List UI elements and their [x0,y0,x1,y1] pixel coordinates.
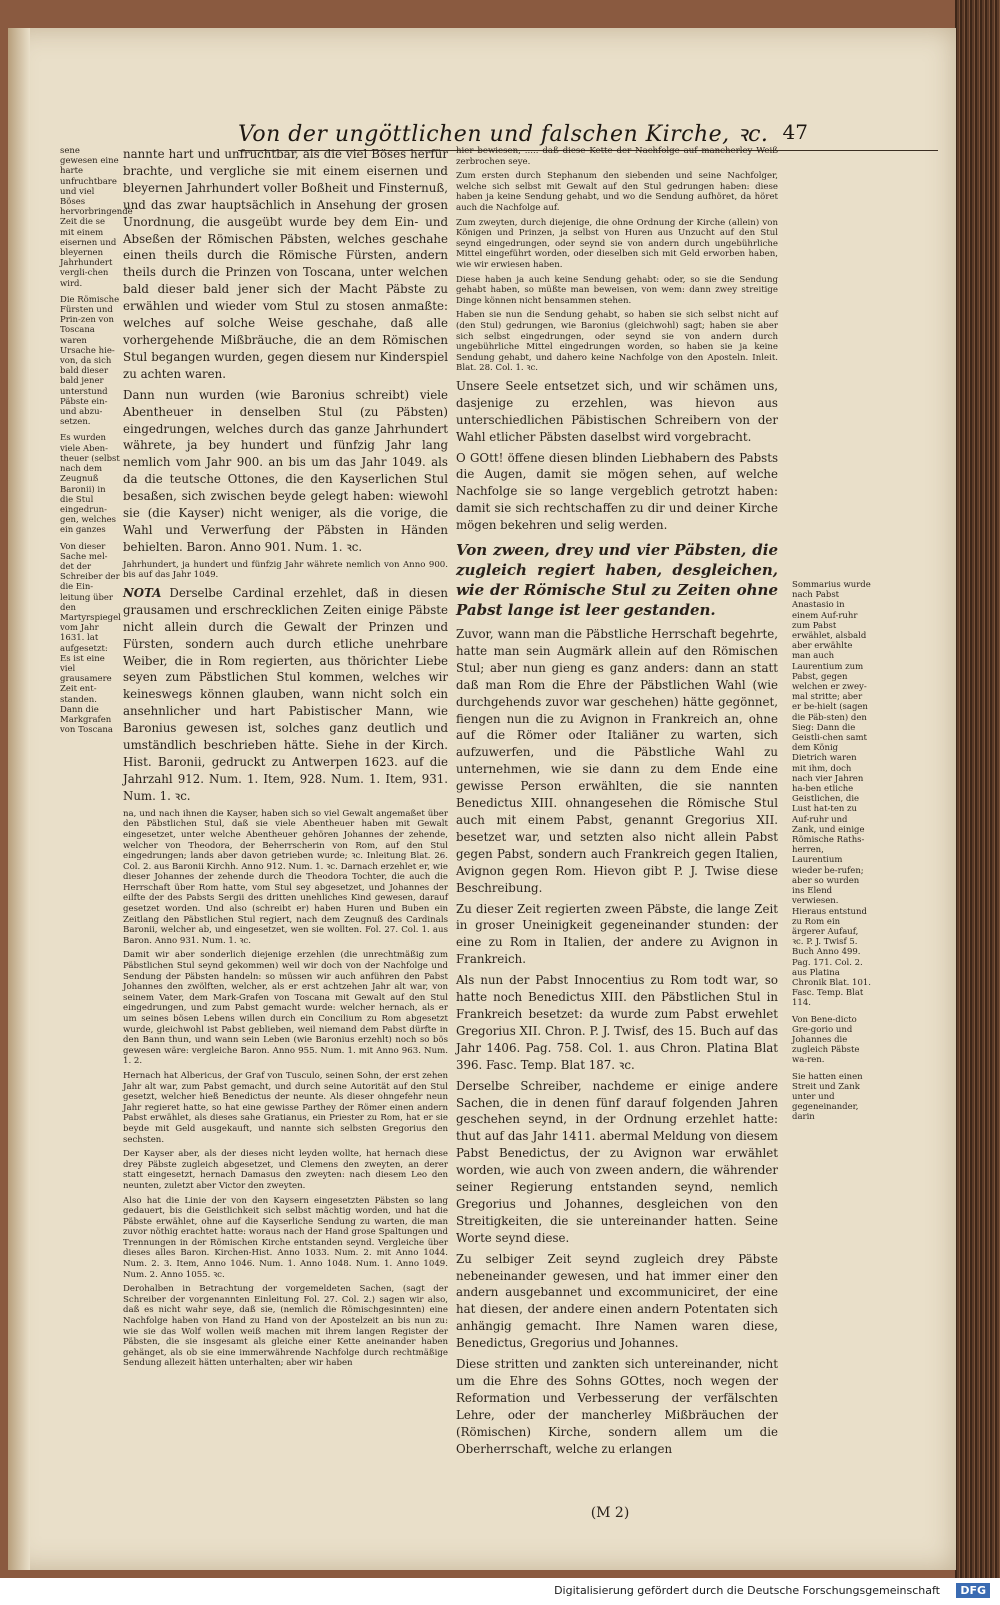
footnote: Also hat die Linie der von den Kaysern eingesetzten Päbsten so lang gedauert, bis die Geistlichkeit sich selbst mächtig worden, und hat die Päbste erwählet, ohne auf die Kayserliche Sendung zu warten, die man zuvor nöthig erachtet hatte: woraus nach der Hand grose Spaltungen und Trennungen in der Römischen Kirche entstanden seynd. Vergleiche über dieses alles Baron. Kirchen-Hist. Anno 1033. Num. 2. mit Anno 1044. Num. 2. 3. Item, Anno 1046. Num. 1. Anno 1048. Num. 1. Anno 1049. Num. 2. Anno 1055. ꝛc. [123,1195,448,1280]
signature-mark: (M 2) [590,1505,630,1521]
footnote: Hernach hat Albericus, der Graf von Tusculo, seinen Sohn, der erst zehen Jahr alt war, zum Pabst gemacht, und durch seine Autorität auf den Stul gesetzt, welcher hieß Benedictus der neunte. Als dieser ohngefehr neun Jahr regieret hatte, so hat eine gewisse Parthey der Römer einen andern Pabst erwählet, als dieses sahe Gratianus, ein Priester zu Rom, hat er sie beyde mit Geld ausgekauft, und nannte sich selbsten Gregorius den sechsten. [123,1070,448,1145]
footnote: Der Kayser aber, als der dieses nicht leyden wollte, hat hernach diese drey Päbste zugleich abgesetzet, und Clemens den zweyten, an derer statt eingesetzt, hernach Damasus den zweyten: nach diesem Leo den neunten, zuletzt aber Victor den zweyten. [123,1149,448,1191]
page-binding [8,28,30,1570]
footnote: hier bewiesen, ..... daß diese Kette der Nachfolge auf mancherley Weiß zerbrochen seye. [456,146,778,167]
footnote: Diese haben ja auch keine Sendung gehabt: oder, so sie die Sendung gehabt haben, so müßte man beweisen, von wem: dann zwey streitige Dinge können nicht bensammen stehen. [456,274,778,306]
margin-note: sene gewesen eine harte unfruchtbare und viel Böses hervorbringende Zeit die se mit einem eisernen und bleyernen Jahrhundert vergli-chen wird. [60,146,133,289]
footnote: Zum ersten durch Stephanum den siebenden und seine Nachfolger, welche sich selbst mit Gewalt auf den Stul gedrungen haben: diese haben ja keine Sendung gehabt, und wo die Sendung aufhöret, da höret auch die Nachfolge auf. [456,171,778,213]
paragraph: Zuvor, wann man die Päbstliche Herrschaft begehrte, hatte man sein Augmärk allein auf den Römischen Stul; aber nun gieng es ganz anders: dann an statt daß man Rom die Ehre der Päbstlichen Wahl (wie durchgehends zuvor war geschehen) hätte gegönnet, fiengen nun die zu Avignon in Frankreich an, ohne auf die Römer oder Italiäner zu warten, sich aufzuwerfen, und die Päbstliche Wahl zu unternehmen, wie sie dann zu dem Ende eine gewisse Person erwählten, die sie nannten Benedictus XIII. ohnangesehen die Römische Stul auch mit einem Pabst, genannt Gregorius XII. besetzet war, und setzten also nicht allein Pabst gegen Pabst, sondern auch Frankreich gegen Italien, Avignon gegen Rom. Hievon gibt P. J. Twise diese Beschreibung. [456,627,778,895]
left-margin-notes [60,146,133,741]
dfg-logo: DFG [956,1583,990,1598]
margin-note: Von dieser Sache mel-det der Schreiber der die Ein-leitung über den Martyrspiegel vom Jahr 1631. lat aufgesetzt: Es ist eine viel grausamere Zeit ent-standen. Dann die Markgrafen von Toscana [60,541,121,736]
book-page-edges [955,0,1000,1605]
footnote: Haben sie nun die Sendung gehabt, so haben sie sich selbst nicht auf (den Stul) gedrungen, wie Baronius (gleichwohl) sagt; haben sie aber sich selbst eingedrungen, oder seynd sie von andern durch ungebührliche Mittel eingedrungen worden, so haben sie ja keine Sendung gehabt, und dahero keine Nachfolge von den Aposteln. Inleit. Blat. 28. Col. 1. ꝛc. [456,310,778,374]
nota-paragraph [123,585,448,805]
footnote: Derohalben in Betrachtung der vorgemeldeten Sachen, (sagt der Schreiber der vorgenannten Einleitung Fol. 27. Col. 2.) sagen wir also, daß es nicht wahr seye, daß sie, (nemlich die Römischgesinnten) eine Nachfolge haben von Hand zu Hand von der Apostelzeit an bis nun zu: wie sie das Wolf wollen weiß machen mit ihrem langen Register der Päbsten, die sie insgesamt als gleiche einer Kette aneinander haben gehänget, als ob sie eine immerwährende Nachfolge durch rechtmäßige Sendung allezeit hätten unterhalten; aber wir haben [123,1284,448,1369]
footer-bar [0,1578,1000,1605]
paragraph: O GOtt! öffene diesen blinden Liebhabern des Pabsts die Augen, damit sie mögen sehen, auf welche Nachfolge sie so lange vergeblich getrotzt haben: damit sie sich rechtschaffen zu dir und deiner Kirche mögen bekehren und selig werden. [456,450,778,533]
right-text-column [456,146,778,1462]
footnote: na, und nach ihnen die Kayser, haben sich so viel Gewalt angemaßet über den Päbstlichen Stul, daß sie viele Abentheuer haben mit Gewalt eingesetzet, unter welche Abentheuer gehören Johannes der zehende, welcher von Theodora, der Beherrscherin von Rom, auf den Stul eingedrungen; lands aber davon getrieben wurde; ꝛc. Inleitung Blat. 26. Col. 2. aus Baronii Kirchh. Anno 912. Num. 1. ꝛc. Darnach erzehlet er, wie dieser Johannes der zehende durch die Theodora Tochter, die auch die Herrschaft über Rom hatte, vom Stul sey abgesetzet, und Johannes der eilfte der des Pabsts Sergii des dritten unehliches Kind gewesen, darauf gesetzet worden. Und also (schreibt er) haben Huren und Buben ein Zeitlang den Päbstlichen Stul regiert, nach dem Zeugnuß des Cardinals Baronii, welcher ab, und eingesetzet, wen sie wollten. Fol. 27. Col. 1. aus Baron. Anno 931. Num. 1. ꝛc. [123,808,448,946]
paragraph: Diese stritten und zankten sich untereinander, nicht um die Ehre des Sohns GOttes, noch wegen der Reformation und Verbesserung der verfälschten Lehre, oder der mancherley Mißbräuchen der (Römischen) Kirche, sondern allem um die Oberherrschaft, welche zu erlangen [456,1357,778,1456]
margin-note: Sommarius wurde nach Pabst Anastasio in einem Auf-ruhr zum Pabst erwählet, alsbald aber erwählte man auch Laurentium zum Pabst, gegen welchen er zwey-mal stritte; aber er be-hielt (sagen die Päb-sten) den Sieg: Dann die Geistli-chen samt dem König Dietrich waren mit ihm, doch nach vier Jahren ha-ben etliche Geistlichen, die Lust hat-ten zu Auf-ruhr und Zank, und einige Römische Raths-herren, Laurentium wieder be-rufen; aber so wurden ins Elend verwiesen. Hieraus entstund zu Rom ein ärgerer Aufauf, ꝛc. P. J. Twisf 5. Buch Anno 499. Pag. 171. Col. 2. aus Platina Chronik Blat. 101. Fasc. Temp. Blat 114. [792,580,871,1009]
funding-credit: Digitalisierung gefördert durch die Deutsche Forschungsgemeinschaft [554,1584,940,1597]
margin-note: Es wurden viele Aben-theuer (selbst nach dem Zeugnuß Baronii) in die Stul eingedrun-gen, welches ein ganzes [60,433,120,536]
paragraph: Derselbe Schreiber, nachdeme er einige andere Sachen, die in denen fünf darauf folgenden Jahren geschehen seynd, in der Ordnung erzehlet hatte: thut auf das Jahr 1411. abermal Meldung von diesem Pabst Benedictus, der zu Avignon war erwählet worden, wie auch von zween andern, die währender seiner Regierung entstanden seynd, nemlich Gregorius und Johannes, desgleichen von den Streitigkeiten, die sie untereinander hatten. Seine Worte seynd diese. [456,1078,778,1245]
footnote: Damit wir aber sonderlich diejenige erzehlen (die unrechtmäßig zum Päbstlichen Stul seynd gekommen) weil wir doch von der Nachfolge und Sendung der Päbsten handeln: so müssen wir auch anführen den Pabst Johannes den zwölften, welcher, als er erst achtzehen Jahr alt war, von seinem Vater, dem Mark-Grafen von Toscana mit Gewalt auf den Stul eingedrungen, und zum Pabst gemacht wurde: welcher hernach, als er um seines bösen Lebens willen durch ein Concilium zu Rom abgesetzt wurde, gleichwohl ist Pabst geblieben, weil niemand dem Pabst dürfte in den Bann thun, und wann sein Leben (wie Baronius erzehlt) noch so bös gewesen wäre: vergleiche Baron. Anno 955. Num. 1. mit Anno 963. Num. 1. 2. [123,950,448,1067]
paragraph: Jahrhundert, ja hundert und fünfzig Jahr währete nemlich von Anno 900. bis auf das Jahr 1049. [123,559,448,581]
paragraph: Unsere Seele entsetzet sich, und wir schämen uns, dasjenige zu erzehlen, was hievon aus unterschiedlichen Päbistischen Schreibern von der Wahl etlicher Päbsten daselbst wird vorgebracht. [456,378,778,444]
book-page [8,28,956,1570]
nota-label: NOTA [123,585,162,600]
paragraph: nannte hart und unfruchtbar, als die viel Böses herfür brachte, und vergliche sie mit einem eisernen und bleyernen Jahrhundert voller Boßheit und Finsternuß, und das zwar hauptsächlich in Ansehung der grosen Unordnung, die ausgeübt wurde bey dem Ein- und Abseßen der Römischen Päbsten, welches geschahe einen theils durch die Römische Fürsten, andern theils durch die Prinzen von Toscana, unter welchen bald dieser bald jener sich der Macht Päbste zu erwählen und wieder vom Stul zu stosen anmaßte: welches auf solche Weise geschahe, daß alle vorhergehende Mißbräuche, die an dem Römischen Stul begangen wurden, gegen diesem nur Kinderspiel zu achten waren. [123,147,448,381]
paragraph: Dann nun wurden (wie Baronius schreibt) viele Abentheuer in denselben Stul (zu Päbsten) eingedrungen, welches durch das ganze Jahrhundert währete, ja bey hundert und fünfzig Jahr lang nemlich vom Jahr 900. an bis um das Jahr 1049. als da die teutsche Ottones, die den Kayserlichen Stul besaßen, sich zwischen beyde gelegt haben: wiewohl sie (die Kayser) nicht weniger, als die vorige, die Wahl und Verwerfung der Päbsten in Händen behielten. Baron. Anno 901. Num. 1. ꝛc. [123,387,448,554]
margin-note: Von Bene-dicto Gre-gorio und Johannes die zugleich Päbste wa-ren. [792,1014,860,1066]
margin-note: Sie hatten einen Streit und Zank unter und gegeneinander, darin [792,1071,863,1123]
footnote: Zum zweyten, durch diejenige, die ohne Ordnung der Kirche (allein) von Königen und Prinzen, ja selbst von Huren aus Unzucht auf den Stul seynd eingedrungen, oder seynd sie von andern durch ungebührliche Mittel eingeführt worden, oder dieselben sich mit Geld erworben haben, wie wir erwiesen haben. [456,217,778,270]
page-number: 47 [782,120,808,144]
paragraph: Zu dieser Zeit regierten zween Päbste, die lange Zeit in groser Uneinigkeit gegeneinander stunden: der eine zu Rom in Italien, der andere zu Avignon in Frankreich. [456,901,778,967]
paragraph: Zu selbiger Zeit seynd zugleich drey Päbste nebeneinander gewesen, und hat immer einer den andern ausgebannet und excommuniciret, der eine hat diesen, der andere einen andern Potentaten sich anhängig gemacht. Ihre Namen waren diese, Benedictus, Gregorius und Johannes. [456,1251,778,1351]
paragraph: Als nun der Pabst Innocentius zu Rom todt war, so hatte noch Benedictus XIII. den Päbstlichen Stul in Frankreich besetzet: da wurde zum Pabst erwehlet Gregorius XII. Chron. P. J. Twisf, des 15. Buch auf das Jahr 1406. Pag. 758. Col. 1. aus Chron. Platina Blat 396. Fasc. Temp. Blat 187. ꝛc. [456,973,778,1072]
left-text-column [123,146,448,1373]
nota-text: Derselbe Cardinal erzehlet, daß in diesen grausamen und erschrecklichen Zeiten einige Päbste nicht allein durch die Gewalt der Prinzen und Fürsten, sondern auch durch etliche unehrbare Weiber, die in Rom regierten, aus thörichter Liebe seyen zum Päbstlichen Stul kommen, welches wir keineswegs können glauben, wann nicht solch ein ansehnlicher und hart Pabistischer Mann, wie Baronius gewesen ist, solches ganz deutlich und umständlich beschrieben hätte. Siehe in der Kirch. Hist. Baronii, gedruckt zu Antwerpen 1623. auf die Jahrzahl 912. Num. 1. Item, 928. Num. 1. Item, 931. Num. 1. ꝛc. [123,585,448,803]
margin-note: Die Römische Fürsten und Prin-zen von Toscana waren Ursache hie-von, da sich bald dieser bald jener unterstund Päbste ein-und abzu-setzen. [60,294,120,428]
running-title: Von der ungöttlichen und falschen Kirche, ꝛc. [238,122,769,147]
section-heading: Von zween, drey und vier Päbsten, die zugleich regiert haben, desgleichen, wie der Römische Stul zu Zeiten ohne Pabst lange ist leer gestanden. [456,541,778,620]
right-margin-notes [792,580,872,1129]
